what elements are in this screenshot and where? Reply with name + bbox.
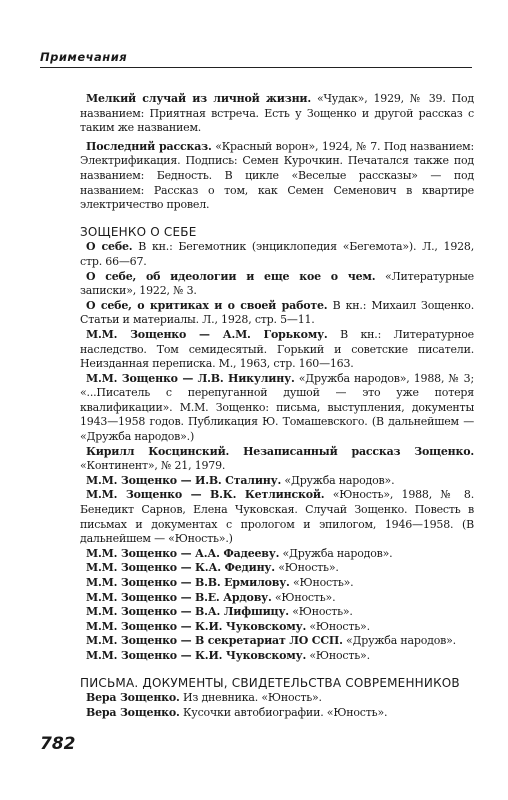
note-entry bbox=[80, 140, 474, 213]
note-title: Последний рассказ. bbox=[86, 139, 212, 153]
note-title: М.М. Зощенко — И.В. Сталину. bbox=[86, 473, 282, 487]
note-text: «Юность». bbox=[274, 561, 339, 575]
note-text: «Дружба народов». bbox=[279, 546, 393, 560]
note-title: Мелкий случай из личной жизни. bbox=[86, 92, 312, 105]
page-number: 782 bbox=[40, 734, 76, 754]
note-entry bbox=[80, 605, 474, 620]
note-text: «Дружба народов». bbox=[342, 634, 456, 648]
note-text: «Красный ворон», 1924, № 7. Под названием: Электрификация. Подпись: Семен Курочкин. Печатался также под названием: Бедность. В цикле «Веселые рассказы» — под названием: Рассказ о том, как Семен Семенович в квартире электричество провел. bbox=[80, 139, 474, 212]
note-title: Кирилл Косцинский. Незаписанный рассказ Зощенко. bbox=[86, 444, 474, 458]
notes-content bbox=[80, 92, 474, 720]
note-entry bbox=[80, 691, 474, 706]
note-entry bbox=[80, 634, 474, 649]
note-entry bbox=[80, 547, 474, 562]
note-title: М.М. Зощенко — А.А. Фадееву. bbox=[86, 546, 280, 560]
note-title: М.М. Зощенко — К.И. Чуковскому. bbox=[86, 619, 307, 633]
section-heading: ЗОЩЕНКО О СЕБЕ bbox=[80, 224, 197, 239]
note-entry bbox=[80, 445, 474, 474]
note-entry bbox=[80, 591, 474, 606]
note-title: М.М. Зощенко — В.К. Кетлинской. bbox=[86, 488, 325, 502]
note-title: М.М. Зощенко — В.В. Ермилову. bbox=[86, 576, 290, 589]
note-entry bbox=[80, 706, 474, 721]
note-entry bbox=[80, 561, 474, 576]
note-title: О себе, об идеологии и еще кое о чем. bbox=[86, 269, 376, 283]
note-text: «Юность». bbox=[288, 605, 353, 619]
note-text: Кусочки автобиографии. «Юность». bbox=[179, 705, 388, 719]
note-text: «Юность». bbox=[306, 619, 370, 633]
note-text: «Юность», 1988, № 8. Бенедикт Сарнов, Елена Чуковская. Случай Зощенко. Повесть в письмах и документах с прологом и эпилогом, 1946—1958. (В дальнейшем — «Юность».) bbox=[80, 488, 474, 546]
note-text: «Чудак», 1929, № 39. Под названием: Приятная встреча. Есть у Зощенко и другой рассказ с таким же названием. bbox=[80, 92, 474, 135]
note-text: Из дневника. «Юность». bbox=[179, 691, 322, 705]
note-title: М.М. Зощенко — Л.В. Никулину. bbox=[86, 371, 295, 385]
note-text: «Юность». bbox=[306, 648, 370, 662]
note-text: «Юность». bbox=[289, 576, 354, 589]
note-entry bbox=[80, 488, 474, 546]
note-title: М.М. Зощенко — В секретариат ЛО ССП. bbox=[86, 634, 343, 648]
note-text: «Континент», № 21, 1979. bbox=[80, 459, 226, 473]
note-title: Вера Зощенко. bbox=[86, 691, 180, 705]
note-entry bbox=[80, 372, 474, 445]
note-text: «Юность». bbox=[271, 590, 336, 604]
note-text: «Дружба народов». bbox=[281, 473, 395, 487]
header-rule bbox=[40, 67, 472, 68]
note-title: М.М. Зощенко — К.И. Чуковскому. bbox=[86, 648, 307, 662]
note-entry bbox=[80, 474, 474, 489]
note-title: О себе. bbox=[86, 240, 133, 254]
note-title: Вера Зощенко. bbox=[86, 705, 180, 719]
note-title: М.М. Зощенко — В.А. Лифшицу. bbox=[86, 605, 289, 619]
note-entry bbox=[80, 240, 474, 269]
note-title: М.М. Зощенко — А.М. Горькому. bbox=[86, 327, 328, 341]
note-entry bbox=[80, 649, 474, 664]
note-title: М.М. Зощенко — К.А. Федину. bbox=[86, 561, 275, 575]
note-text: «Литературные записки», 1922, № 3. bbox=[80, 269, 474, 298]
note-text: В кн.: Литературное наследство. Том семидесятый. Горький и советские писатели. Неизданная переписка. М., 1963, стр. 160—163. bbox=[80, 327, 474, 371]
note-title: М.М. Зощенко — В.Е. Ардову. bbox=[86, 590, 272, 604]
running-header: Примечания bbox=[40, 50, 128, 64]
note-entry bbox=[80, 576, 474, 591]
note-entry bbox=[80, 270, 474, 299]
note-entry bbox=[80, 620, 474, 635]
note-text: В кн.: Михаил Зощенко. Статьи и материалы. Л., 1928, стр. 5—11. bbox=[80, 298, 474, 327]
section-heading: ПИСЬМА. ДОКУМЕНТЫ, СВИДЕТЕЛЬСТВА СОВРЕМЕННИКОВ bbox=[80, 675, 460, 690]
note-title: О себе, о критиках и о своей работе. bbox=[86, 298, 328, 312]
note-entry bbox=[80, 299, 474, 328]
note-text: «Дружба народов», 1988, № 3; «...Писатель с перепуганной душой — это уже потеря квалификации». М.М. Зощенко: письма, выступления, документы 1943—1958 годов. Публикация Ю. Томашевского. (В дальнейшем — «Дружба народов».) bbox=[80, 371, 474, 444]
note-entry bbox=[80, 92, 474, 136]
note-text: В кн.: Бегемотник (энциклопедия «Бегемота»). Л., 1928, стр. 66—67. bbox=[80, 240, 475, 268]
note-entry bbox=[80, 328, 474, 372]
